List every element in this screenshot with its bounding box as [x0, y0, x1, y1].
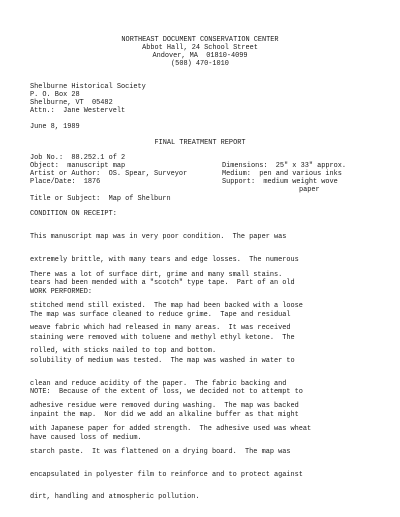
note-line: inpaint the map. Nor did we add an alkaline buffer as that might — [30, 410, 299, 419]
support-field: Support: medium weight wove — [222, 178, 338, 186]
work-line: encapsulated in polyester film to reinforce and to protect against — [30, 470, 303, 479]
letterhead-phone: (508) 470-1010 — [171, 60, 229, 68]
work-line: dirt, handling and atmospheric pollution. — [30, 493, 200, 502]
condition-line: weave fabric which had released in many areas. It was received — [30, 324, 291, 333]
report-date: June 8, 1989 — [30, 123, 80, 131]
condition-line: This manuscript map was in very poor condition. The paper was — [30, 233, 287, 242]
work-line: solubility of medium was tested. The map was washed in water to — [30, 356, 295, 365]
condition-extra: There was a lot of surface dirt, grime and many small stains. — [30, 271, 283, 279]
report-title: FINAL TREATMENT REPORT — [154, 139, 246, 147]
work-heading: WORK PERFORMED: — [30, 288, 93, 296]
artist-field: Artist or Author: OS. Spear, Surveyor — [30, 170, 188, 178]
work-line: adhesive residue were removed during washing. The map was backed — [30, 402, 299, 411]
dimensions-field: Dimensions: 25" x 33" approx. — [222, 162, 347, 170]
condition-line: extremely brittle, with many tears and edge losses. The numerous — [30, 255, 299, 264]
recipient-line-1: Shelburne Historical Society — [30, 83, 146, 91]
title-subject-field: Title or Subject: Map of Shelburn — [30, 195, 171, 203]
work-line: The map was surface cleaned to reduce grime. Tape and residual — [30, 311, 291, 320]
recipient-line-3: Shelburne, VT 05482 — [30, 99, 113, 107]
job-number: Job No.: 88.252.1 of 2 — [30, 154, 126, 162]
recipient-line-2: P. O. Box 28 — [30, 91, 80, 99]
work-line: clean and reduce acidity of the paper. The fabric backing and — [30, 379, 287, 388]
letterhead-org: NORTHEAST DOCUMENT CONSERVATION CENTER — [121, 36, 279, 44]
condition-line: stitched mend still existed. The map had been backed with a loose — [30, 301, 303, 310]
object-field: Object: manuscript map — [30, 162, 126, 170]
note-line: have caused loss of medium. — [30, 433, 142, 442]
letterhead-address-2: Andover, MA 01810-4099 — [152, 52, 248, 60]
support-field-cont: paper — [299, 186, 320, 194]
note-line: NOTE: Because of the extent of loss, we decided not to attempt to — [30, 388, 303, 397]
work-line: starch paste. It was flattened on a drying board. The map was — [30, 447, 291, 456]
condition-line: tears had been mended with a "scotch" type tape. Part of an old — [30, 278, 295, 287]
work-line: with Japanese paper for added strength. The adhesive used was wheat — [30, 425, 312, 434]
letterhead-address-1: Abbot Hall, 24 School Street — [142, 44, 258, 52]
note-paragraph — [30, 374, 390, 458]
condition-heading: CONDITION ON RECEIPT: — [30, 210, 117, 218]
recipient-line-4: Attn.: Jane Westervelt — [30, 107, 126, 115]
medium-field: Medium: pen and various inks — [222, 170, 342, 178]
work-line: staining were removed with toluene and methyl ethyl ketone. The — [30, 333, 295, 342]
condition-line: rolled, with sticks nailed to top and bottom. — [30, 347, 217, 356]
place-date-field: Place/Date: 1876 — [30, 178, 101, 186]
